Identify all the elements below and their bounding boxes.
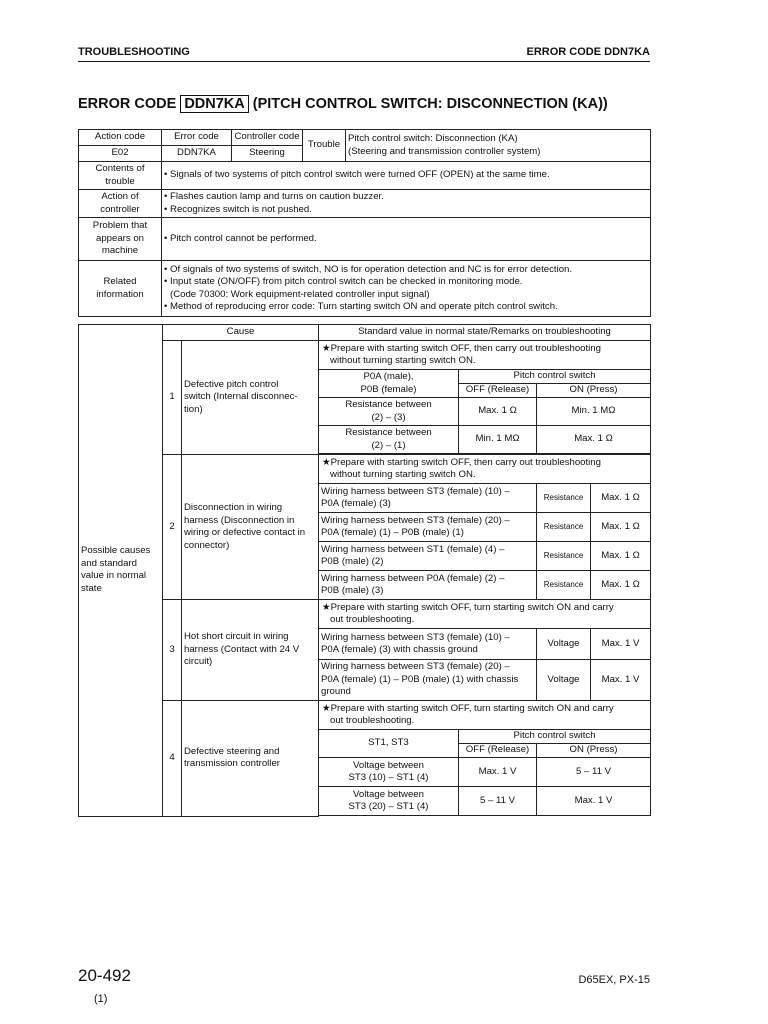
cause-4-on-header: ON (Press) (537, 744, 651, 758)
cause-2-w1-measure: Resistance (537, 484, 591, 513)
row-label-line: ST3 (20) – ST1 (4) (348, 801, 429, 812)
note-line: ★Prepare with starting switch OFF, then carry out troubleshooting (322, 456, 601, 468)
label-line: value in normal (81, 570, 147, 582)
wiring-line: P0B (male) (2) (321, 556, 384, 567)
cause-3-description (182, 600, 319, 701)
cause-line: Hot short circuit in wiring (184, 631, 289, 643)
row-label-line: ST3 (10) – ST1 (4) (348, 772, 429, 783)
cause-3-wiring-1 (319, 629, 537, 660)
cause-1-number: 1 (163, 341, 182, 455)
wiring-line: P0A (female) (3) with chassis ground (321, 644, 478, 655)
cause-2-wiring-4 (319, 571, 537, 600)
possible-causes-table (78, 324, 651, 817)
cause-1-prep-note (319, 341, 651, 370)
wiring-line: P0A (female) (1) – P0B (male) (1) (321, 527, 464, 538)
error-code-value: DDN7KA (162, 146, 232, 162)
note-line: without turning starting switch ON. (330, 355, 476, 366)
cause-line: Defective pitch control (184, 378, 279, 390)
cause-4-v2-off: 5 – 11 V (459, 787, 537, 816)
cause-2-w3-measure: Resistance (537, 542, 591, 571)
connector-line: P0B (female) (360, 383, 417, 395)
trouble-line: (Steering and transmission controller system) (348, 145, 541, 157)
cause-1-r2-on: Max. 1 Ω (537, 426, 651, 454)
error-code-header: Error code (162, 130, 232, 146)
cause-2-w4-value: Max. 1 Ω (591, 571, 651, 600)
row-label-line: Resistance between (345, 427, 432, 438)
action-value (162, 190, 651, 218)
cause-2-w4-measure: Resistance (537, 571, 591, 600)
wiring-line: P0A (female) (3) (321, 498, 391, 509)
label-line: Possible causes (81, 545, 151, 557)
cause-4-v1-on: 5 – 11 V (537, 758, 651, 787)
cause-1-connector (319, 370, 459, 398)
action-line: • Recognizes switch is not pushed. (164, 203, 312, 215)
cause-1-off-header: OFF (Release) (459, 384, 537, 398)
cause-2-prep-note (319, 455, 651, 484)
cause-line: wiring or defective contact in (184, 527, 306, 538)
problem-value: • Pitch control cannot be performed. (162, 218, 651, 261)
page-number: 20-492 (78, 966, 131, 985)
wiring-line: Wiring harness between ST3 (female) (20) – (321, 514, 510, 526)
row-label-line: Voltage between (353, 759, 424, 771)
related-line: • Method of reproducing error code: Turn starting switch ON and operate pitch control switch. (164, 301, 558, 312)
connector-line: P0A (male), (363, 371, 414, 382)
note-line: ★Prepare with starting switch OFF, then carry out troubleshooting (322, 342, 601, 354)
cause-2-w1-value: Max. 1 Ω (591, 484, 651, 513)
wiring-line: Wiring harness between ST3 (female) (20) – (321, 661, 510, 673)
label-line: trouble (105, 175, 135, 187)
cause-header: Cause (163, 325, 319, 341)
label-line: controller (100, 203, 140, 215)
page-title (78, 96, 608, 112)
cause-4-connector: ST1, ST3 (319, 730, 459, 758)
note-line: out troubleshooting. (330, 614, 415, 625)
running-header-right: ERROR CODE DDN7KA (526, 46, 650, 58)
action-code-header: Action code (79, 130, 162, 146)
cause-line: connector) (184, 539, 230, 551)
cause-2-w2-measure: Resistance (537, 513, 591, 542)
revision-mark: (1) (94, 993, 108, 1005)
label-line: Contents of (95, 163, 145, 174)
wiring-line: P0A (female) (1) – P0B (male) (1) with chassis (321, 673, 519, 685)
cause-4-prep-note (319, 701, 651, 730)
spacer (319, 816, 651, 817)
cause-3-wiring-2 (319, 660, 537, 701)
cause-2-w3-value: Max. 1 Ω (591, 542, 651, 571)
title-prefix: ERROR CODE (78, 96, 177, 112)
controller-code-value: Steering (232, 146, 303, 162)
related-line: (Code 70300: Work equipment-related controller input signal) (170, 288, 430, 300)
wiring-line: Wiring harness between ST1 (female) (4) – (321, 543, 505, 555)
cause-line: Defective steering and (184, 745, 280, 757)
note-line: ★Prepare with starting switch OFF, turn starting switch ON and carry (322, 601, 614, 613)
title-suffix: (PITCH CONTROL SWITCH: DISCONNECTION (KA)) (252, 96, 608, 112)
title-error-code: DDN7KA (180, 95, 248, 113)
error-summary-table (78, 129, 651, 317)
header-rule (78, 61, 650, 62)
label-line: machine (101, 245, 139, 257)
related-line: • Of signals of two systems of switch, NO is for operation detection and NC is for error detection. (164, 263, 573, 275)
note-line: ★Prepare with starting switch OFF, turn starting switch ON and carry (322, 702, 614, 714)
action-line: • Flashes caution lamp and turns on caution buzzer. (164, 191, 384, 202)
row-label-line: Voltage between (353, 788, 424, 800)
cause-3-w2-value: Max. 1 V (591, 660, 651, 701)
cause-line: harness (Contact with 24 V (184, 643, 300, 655)
label-line: information (96, 288, 144, 300)
cause-4-number: 4 (163, 701, 182, 817)
cause-1-on-header: ON (Press) (537, 384, 651, 398)
cause-1-r1-off: Max. 1 Ω (459, 398, 537, 426)
label-line: and standard (81, 557, 138, 569)
cause-1-resistance-row-2 (319, 426, 459, 454)
running-header-left: TROUBLESHOOTING (78, 46, 190, 58)
cause-2-wiring-1 (319, 484, 537, 513)
row-label-line: (2) – (3) (371, 411, 406, 423)
row-label-line: Resistance between (345, 399, 432, 410)
trouble-header: Trouble (303, 130, 346, 162)
action-label (79, 190, 162, 218)
cause-1-description (182, 341, 319, 455)
label-line: Related (103, 276, 137, 287)
cause-1-resistance-row-1 (319, 398, 459, 426)
action-code-value: E02 (79, 146, 162, 162)
related-value (162, 261, 651, 317)
cause-3-number: 3 (163, 600, 182, 701)
contents-label (79, 162, 162, 190)
wiring-line: P0B (male) (3) (321, 585, 384, 596)
possible-causes-label (79, 325, 163, 817)
cause-line: tion) (184, 403, 203, 415)
cause-4-voltage-row-2 (319, 787, 459, 816)
contents-value: • Signals of two systems of pitch control switch were turned OFF (OPEN) at the same time. (162, 162, 651, 190)
trouble-description (346, 130, 651, 162)
cause-2-wiring-3 (319, 542, 537, 571)
cause-4-description (182, 701, 319, 817)
related-line: • Input state (ON/OFF) from pitch control switch can be checked in monitoring mode. (164, 276, 523, 287)
cause-4-v2-on: Max. 1 V (537, 787, 651, 816)
cause-line: transmission controller (184, 758, 280, 770)
problem-label (79, 218, 162, 261)
cause-1-r2-off: Min. 1 MΩ (459, 426, 537, 454)
cause-line: circuit) (184, 656, 213, 668)
note-line: without turning starting switch ON. (330, 469, 476, 480)
cause-3-w2-measure: Voltage (537, 660, 591, 701)
cause-2-wiring-2 (319, 513, 537, 542)
cause-4-switch-header: Pitch control switch (459, 730, 651, 744)
cause-4-v1-off: Max. 1 V (459, 758, 537, 787)
related-label (79, 261, 162, 317)
label-line: state (81, 582, 102, 594)
standard-value-header: Standard value in normal state/Remarks on troubleshooting (319, 325, 651, 341)
cause-4-voltage-row-1 (319, 758, 459, 787)
cause-line: Disconnection in wiring (184, 502, 283, 513)
label-line: appears on (95, 232, 144, 244)
cause-3-prep-note (319, 600, 651, 629)
cause-1-switch-header: Pitch control switch (459, 370, 651, 384)
cause-2-number: 2 (163, 455, 182, 600)
label-line: Action of (101, 191, 139, 202)
wiring-line: ground (321, 686, 351, 698)
controller-code-header: Controller code (232, 130, 303, 146)
wiring-line: Wiring harness between P0A (female) (2) – (321, 572, 505, 584)
cause-3-w1-measure: Voltage (537, 629, 591, 660)
wiring-line: Wiring harness between ST3 (female) (10) – (321, 631, 510, 643)
cause-4-off-header: OFF (Release) (459, 744, 537, 758)
model-name: D65EX, PX-15 (578, 974, 650, 986)
note-line: out troubleshooting. (330, 715, 415, 726)
label-line: Problem that (92, 220, 148, 232)
cause-1-r1-on: Min. 1 MΩ (537, 398, 651, 426)
cause-2-description (182, 455, 319, 600)
cause-line: harness (Disconnection in (184, 514, 295, 526)
cause-2-w2-value: Max. 1 Ω (591, 513, 651, 542)
trouble-line: Pitch control switch: Disconnection (KA) (348, 133, 518, 144)
wiring-line: Wiring harness between ST3 (female) (10) – (321, 485, 510, 497)
cause-line: switch (Internal disconnec- (184, 391, 298, 403)
row-label-line: (2) – (1) (371, 439, 406, 451)
cause-3-w1-value: Max. 1 V (591, 629, 651, 660)
